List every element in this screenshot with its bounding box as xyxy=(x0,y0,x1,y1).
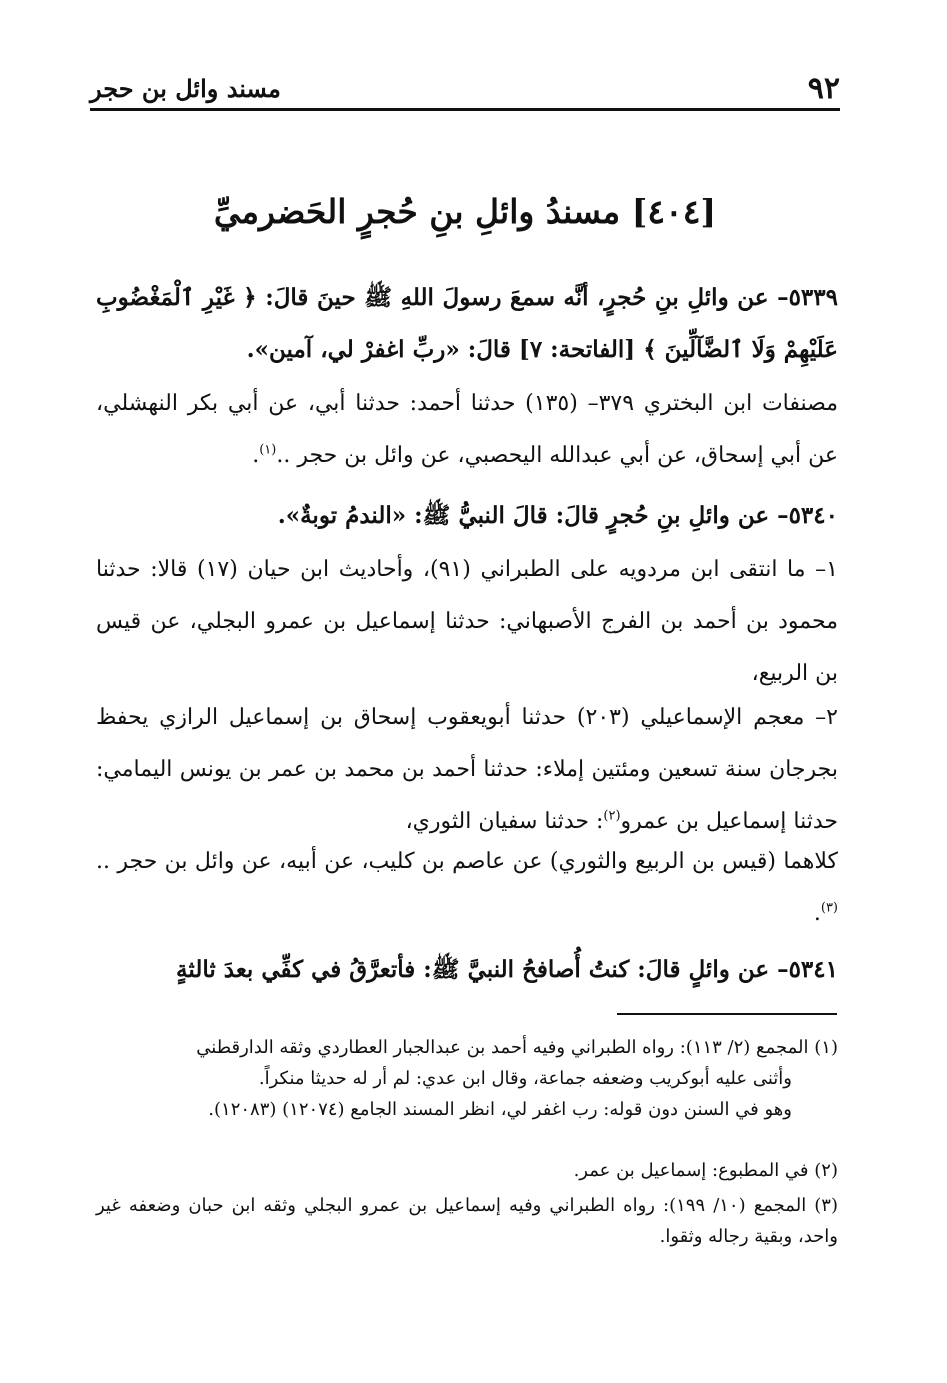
hadith-text-end: [الفاتحة: ٧] قالَ: «ربِّ اغفرْ لي، آمين». xyxy=(246,336,644,363)
footnote-2: (٢) في المطبوع: إسماعيل بن عمر. xyxy=(573,1160,838,1181)
section-title: [٤٠٤] مسندُ وائلِ بنِ حُجرٍ الحَضرميِّ xyxy=(213,192,717,231)
source-text: مصنفات ابن البختري ٣٧٩– (١٣٥) حدثنا أحمد: حدثنا أبي، عن أبي بكر النهشلي، عن أبي إسحاق، عن أبي عبدالله اليحصبي، عن وائل بن حجر .. xyxy=(96,391,838,468)
source-5339 xyxy=(96,378,838,482)
running-title: مسند وائل بن حجر xyxy=(90,73,281,103)
hadith-5340 xyxy=(96,490,838,542)
footnote-1-line-3: وهو في السنن دون قوله: رب اغفر لي، انظر المسند الجامع (١٢٠٧٤) (١٢٠٨٣). xyxy=(208,1099,792,1120)
hadith-number: ٥٣٣٩– xyxy=(777,284,838,311)
source-text: ١– ما انتقى ابن مردويه على الطبراني (٩١)، وأحاديث ابن حيان (١٧) قالا: حدثنا محمود بن أحمد بن الفرج الأصبهاني: حدثنا إسماعيل بن عمرو البجلي، عن قيس بن الربيع، xyxy=(96,557,838,686)
hadith-text: عن وائلِ بنِ حُجرٍ قالَ: قالَ النبيُّ ﷺ: «الندمُ توبةٌ». xyxy=(277,502,778,529)
footnote-3: (٣) المجمع (١٠/ ١٩٩): رواه الطبراني وفيه إسماعيل بن عمرو البجلي وثقه ابن حبان وضعفه غير واحد، وبقية رجاله وثقوا. xyxy=(96,1195,838,1247)
source-5340-both xyxy=(96,836,838,940)
footnote-1 xyxy=(96,1032,838,1125)
source-5340-2 xyxy=(96,692,838,848)
source-end: . xyxy=(252,443,260,468)
footnote-ref-3: (٣) xyxy=(820,900,838,916)
source-5340-1 xyxy=(96,544,838,700)
hadith-5341 xyxy=(96,944,838,996)
source-end: . xyxy=(813,901,821,926)
hadith-number: ٥٣٤٠– xyxy=(777,502,838,529)
hadith-text: عن وائلِ بنِ حُجرٍ، أنَّه سمعَ رسولَ اللهِ ﷺ حينَ قالَ: xyxy=(256,284,778,311)
hadith-number: ٥٣٤١– xyxy=(777,956,838,983)
footnote-ref-1: (١) xyxy=(259,442,277,458)
source-text-end: : حدثنا سفيان الثوري، xyxy=(405,809,604,834)
source-text: ٢– معجم الإسماعيلي (٢٠٣) حدثنا أبويعقوب إسحاق بن إسماعيل الرازي يحفظ بجرجان سنة تسعين ومئتين إملاء: حدثنا أحمد بن محمد بن عمر بن يونس اليمامي: حدثنا إسماعيل بن عمرو xyxy=(96,705,838,834)
footnote-separator xyxy=(617,1013,837,1015)
quran-verse: ﴿ غَيْرِ ٱلْمَغْضُوبِ عَلَيْهِمْ وَلَا ٱلضَّآلِّينَ ﴾ xyxy=(96,284,838,363)
footnote-1-line-2: وأثنى عليه أبوكريب وضعفه جماعة، وقال ابن عدي: لم أر له حديثا منكراً. xyxy=(258,1068,792,1089)
footnote-ref-2: (٢) xyxy=(603,808,621,824)
page-number: ٩٢ xyxy=(807,70,840,106)
hadith-text: عن وائلٍ قالَ: كنتُ أُصافحُ النبيَّ ﷺ: فأتعرَّقُ في كفِّي بعدَ ثالثةٍ xyxy=(176,956,778,983)
page-header xyxy=(90,68,840,111)
hadith-5339 xyxy=(96,272,838,376)
footnote-1-line-1: (١) المجمع (٢/ ١١٣): رواه الطبراني وفيه أحمد بن عبدالجبار العطاردي وثقه الدارقطني xyxy=(196,1037,838,1058)
source-text: كلاهما (قيس بن الربيع والثوري) عن عاصم بن كليب، عن أبيه، عن وائل بن حجر .. xyxy=(96,849,838,874)
